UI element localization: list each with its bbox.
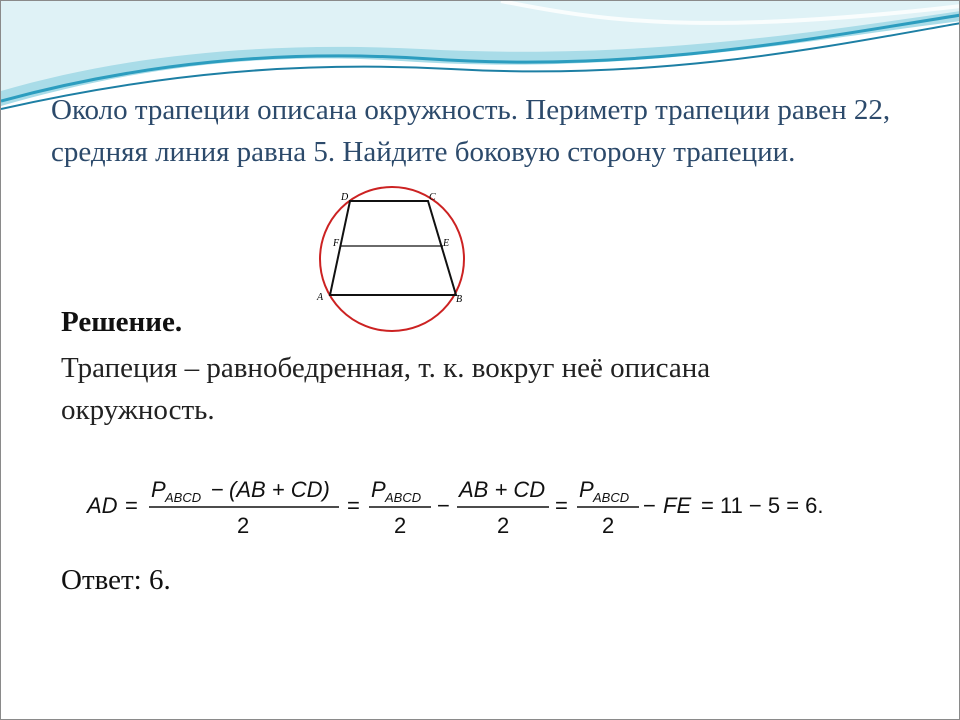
formula-paren-sum: (AB + CD) <box>229 477 330 502</box>
label-c: C <box>429 192 436 203</box>
solution-formula <box>81 469 861 539</box>
formula-result: = 11 − 5 = 6. <box>701 493 824 518</box>
formula-minus-1: − <box>211 477 224 502</box>
formula-eq-1: = <box>125 493 138 518</box>
solution-text: Трапеция – равнобедренная, т. к. вокруг неё описана окружность. <box>61 352 711 426</box>
formula-sum: AB + CD <box>459 477 546 502</box>
label-f: F <box>333 238 340 249</box>
label-e: E <box>443 238 450 249</box>
formula-fe: FE <box>663 493 692 518</box>
formula-den-3: 2 <box>497 513 510 538</box>
formula-p-sub-3: ABCD <box>593 490 630 505</box>
formula-den-2: 2 <box>394 513 407 538</box>
trapezoid-circle-figure <box>312 185 472 337</box>
formula-p-3: P <box>579 477 594 502</box>
formula-p-1: P <box>151 477 166 502</box>
formula-den-4: 2 <box>602 513 615 538</box>
formula-p-2: P <box>371 477 386 502</box>
label-a: A <box>317 292 324 303</box>
formula-lhs: AD <box>87 493 118 518</box>
formula-p-sub-2: ABCD <box>385 490 422 505</box>
label-d: D <box>341 192 349 203</box>
formula-den-1: 2 <box>237 513 250 538</box>
formula-minus-2: − <box>437 493 450 518</box>
trapezoid-abcd <box>330 201 456 295</box>
formula-p-sub-1: ABCD <box>165 490 202 505</box>
formula-eq-3: = <box>555 493 568 518</box>
answer: Ответ: 6. <box>61 564 171 596</box>
problem-statement: Около трапеции описана окружность. Периметр трапеции равен 22, средняя линия равна 5. Найдите боковую сторону трапеции. <box>51 94 891 168</box>
label-b: B <box>456 294 463 305</box>
formula-eq-2: = <box>347 493 360 518</box>
solution-title: Решение. <box>61 306 183 338</box>
formula-minus-3: − <box>643 493 656 518</box>
circumscribed-circle <box>320 187 464 331</box>
